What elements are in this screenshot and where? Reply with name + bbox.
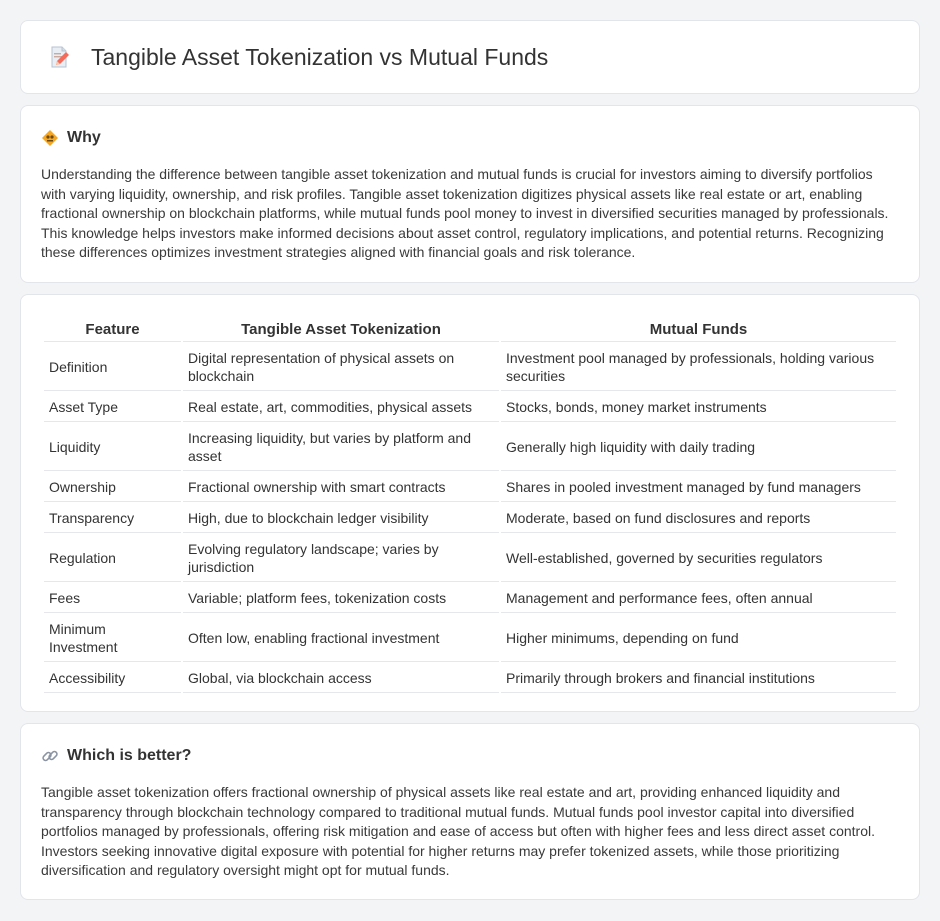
column-header-mutual-funds: Mutual Funds bbox=[501, 319, 896, 342]
diamond-sign-icon bbox=[41, 129, 59, 147]
column-header-feature: Feature bbox=[44, 319, 181, 342]
why-heading bbox=[41, 129, 899, 147]
mutual-funds-cell: Shares in pooled investment managed by fund managers bbox=[501, 473, 896, 502]
table-row bbox=[44, 535, 896, 582]
feature-cell: Definition bbox=[44, 344, 181, 391]
feature-cell: Ownership bbox=[44, 473, 181, 502]
tokenization-cell: High, due to blockchain ledger visibility bbox=[183, 504, 499, 533]
tokenization-cell: Real estate, art, commodities, physical assets bbox=[183, 393, 499, 422]
tokenization-cell: Digital representation of physical assets on blockchain bbox=[183, 344, 499, 391]
which-is-better-card bbox=[20, 723, 920, 900]
mutual-funds-cell: Stocks, bonds, money market instruments bbox=[501, 393, 896, 422]
better-title: Which is better? bbox=[67, 747, 192, 764]
tokenization-cell: Global, via blockchain access bbox=[183, 664, 499, 693]
table-row bbox=[44, 473, 896, 502]
tokenization-cell: Fractional ownership with smart contracts bbox=[183, 473, 499, 502]
tokenization-cell: Evolving regulatory landscape; varies by jurisdiction bbox=[183, 535, 499, 582]
table-row bbox=[44, 504, 896, 533]
feature-cell: Transparency bbox=[44, 504, 181, 533]
feature-cell: Asset Type bbox=[44, 393, 181, 422]
comparison-table bbox=[42, 317, 898, 695]
table-row bbox=[44, 424, 896, 471]
better-heading bbox=[41, 747, 899, 765]
tokenization-cell: Increasing liquidity, but varies by platform and asset bbox=[183, 424, 499, 471]
mutual-funds-cell: Primarily through brokers and financial institutions bbox=[501, 664, 896, 693]
tokenization-cell: Often low, enabling fractional investment bbox=[183, 615, 499, 662]
table-row bbox=[44, 664, 896, 693]
link-icon bbox=[41, 747, 59, 765]
table-row bbox=[44, 584, 896, 613]
better-text: Tangible asset tokenization offers fractional ownership of physical assets like real estate and art, providing enhanced liquidity and transparency through blockchain technology compared to traditional mutual funds. Mutual funds pool investor capital into diversified portfolios managed by professionals, offering risk mitigation and ease of access but often with higher fees and less direct asset control. Investors seeking innovative digital exposure with potential for higher returns may prefer tokenized assets, while those prioritizing diversification and regulatory oversight might opt for mutual funds. bbox=[41, 784, 875, 878]
tokenization-cell: Variable; platform fees, tokenization costs bbox=[183, 584, 499, 613]
table-row bbox=[44, 344, 896, 391]
page-title: Tangible Asset Tokenization vs Mutual Funds bbox=[91, 43, 549, 70]
why-text: Understanding the difference between tangible asset tokenization and mutual funds is crucial for investors aiming to diversify portfolios with varying liquidity, ownership, and risk profiles. Tangible asset tokenization digitizes physical assets like real estate or art, enabling fractional ownership on blockchain platforms, while mutual funds pool money to invest in diversified securities managed by professionals. This knowledge helps investors make informed decisions about asset control, regulatory implications, and potential returns. Recognizing these differences optimizes investment strategies aligned with financial goals and risk tolerance. bbox=[41, 166, 889, 260]
table-row bbox=[44, 615, 896, 662]
mutual-funds-cell: Investment pool managed by professionals, holding various securities bbox=[501, 344, 896, 391]
feature-cell: Regulation bbox=[44, 535, 181, 582]
mutual-funds-cell: Generally high liquidity with daily trading bbox=[501, 424, 896, 471]
table-header-row bbox=[44, 319, 896, 342]
feature-cell: Liquidity bbox=[44, 424, 181, 471]
feature-cell: Minimum Investment bbox=[44, 615, 181, 662]
feature-cell: Accessibility bbox=[44, 664, 181, 693]
mutual-funds-cell: Management and performance fees, often annual bbox=[501, 584, 896, 613]
comparison-card bbox=[20, 294, 920, 712]
document-edit-icon bbox=[47, 45, 71, 69]
why-card bbox=[20, 105, 920, 283]
mutual-funds-cell: Moderate, based on fund disclosures and reports bbox=[501, 504, 896, 533]
why-title: Why bbox=[67, 129, 101, 146]
header-card bbox=[20, 20, 920, 94]
mutual-funds-cell: Well-established, governed by securities regulators bbox=[501, 535, 896, 582]
table-row bbox=[44, 393, 896, 422]
mutual-funds-cell: Higher minimums, depending on fund bbox=[501, 615, 896, 662]
column-header-tokenization: Tangible Asset Tokenization bbox=[183, 319, 499, 342]
feature-cell: Fees bbox=[44, 584, 181, 613]
